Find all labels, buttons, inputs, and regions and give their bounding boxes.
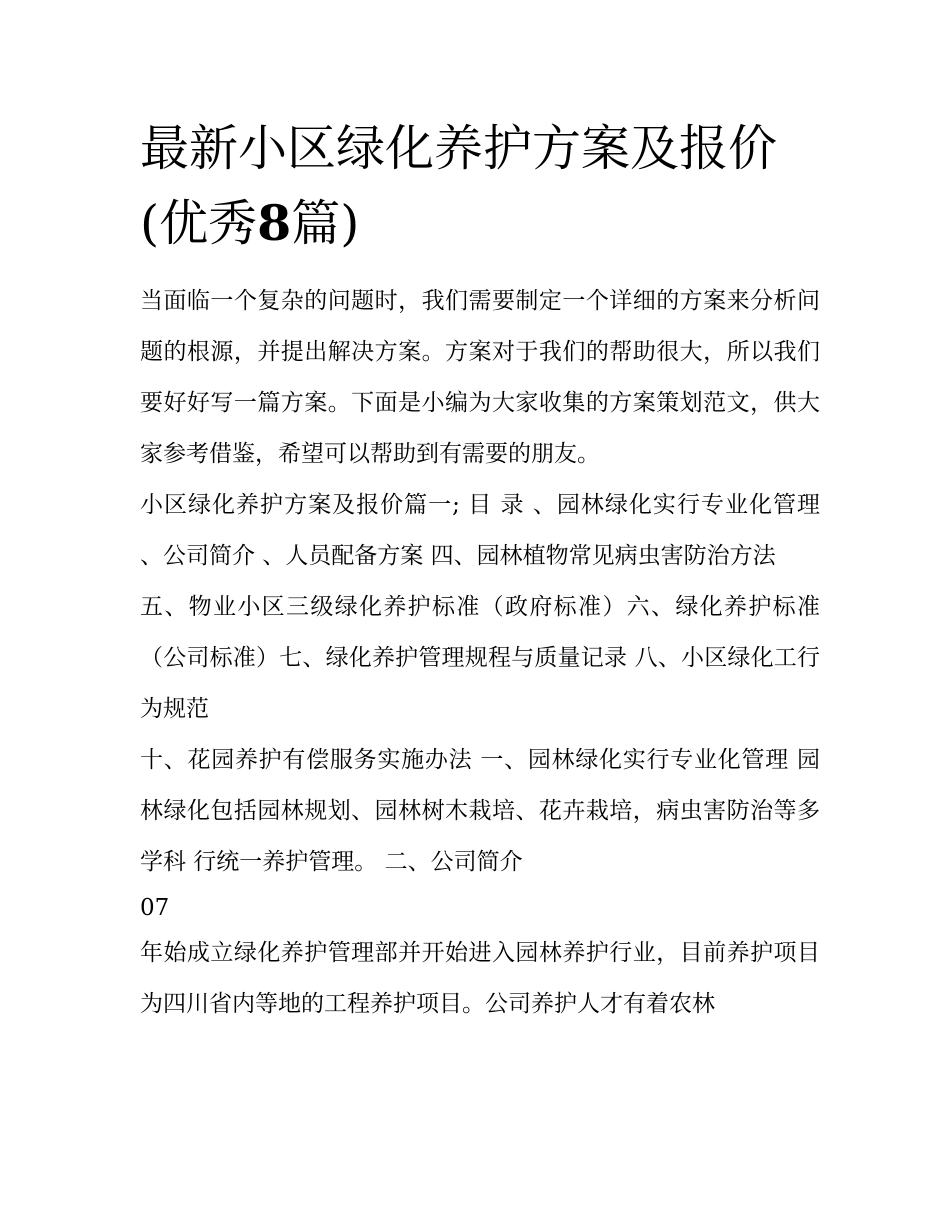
table-of-contents-paragraph-2: 五、物业小区三级绿化养护标准（政府标准）六、绿化养护标准（公司标准）七、绿化养护管理规程与质量记录 八、小区绿化工行为规范 [140, 594, 820, 722]
year-fragment: 07 [140, 895, 170, 921]
intro-paragraph: 当面临一个复杂的问题时，我们需要制定一个详细的方案来分析问题的根源，并提出解决方案。方案对于我们的帮助很大，所以我们要好好写一篇方案。下面是小编为大家收集的方案策划范文，供大家参考借鉴，希望可以帮助到有需要的朋友。 [140, 288, 820, 467]
table-of-contents-paragraph-1: 小区绿化养护方案及报价篇一; 目 录 、园林绿化实行专业化管理 、公司简介 、人员配备方案 四、园林植物常见病虫害防治方法 [140, 492, 820, 569]
section-paragraph: 十、花园养护有偿服务实施办法 一、园林绿化实行专业化管理 园林绿化包括园林规划、园林树木栽培、花卉栽培，病虫害防治等多学科 行统一养护管理。 二、公司简介 [140, 747, 820, 875]
title-line-2-suffix: 篇) [291, 195, 360, 252]
title-line-2-number: 8 [257, 194, 292, 252]
company-paragraph: 年始成立绿化养护管理部并开始进入园林养护行业，目前养护项目为四川省内等地的工程养护项目。公司养护人才有着农林 [140, 940, 820, 1017]
title-line-1: 最新小区绿化养护方案及报价 [140, 120, 778, 177]
document-body [140, 276, 820, 1030]
title-line-2-prefix: (优秀 [140, 195, 258, 252]
document-title [140, 112, 820, 261]
